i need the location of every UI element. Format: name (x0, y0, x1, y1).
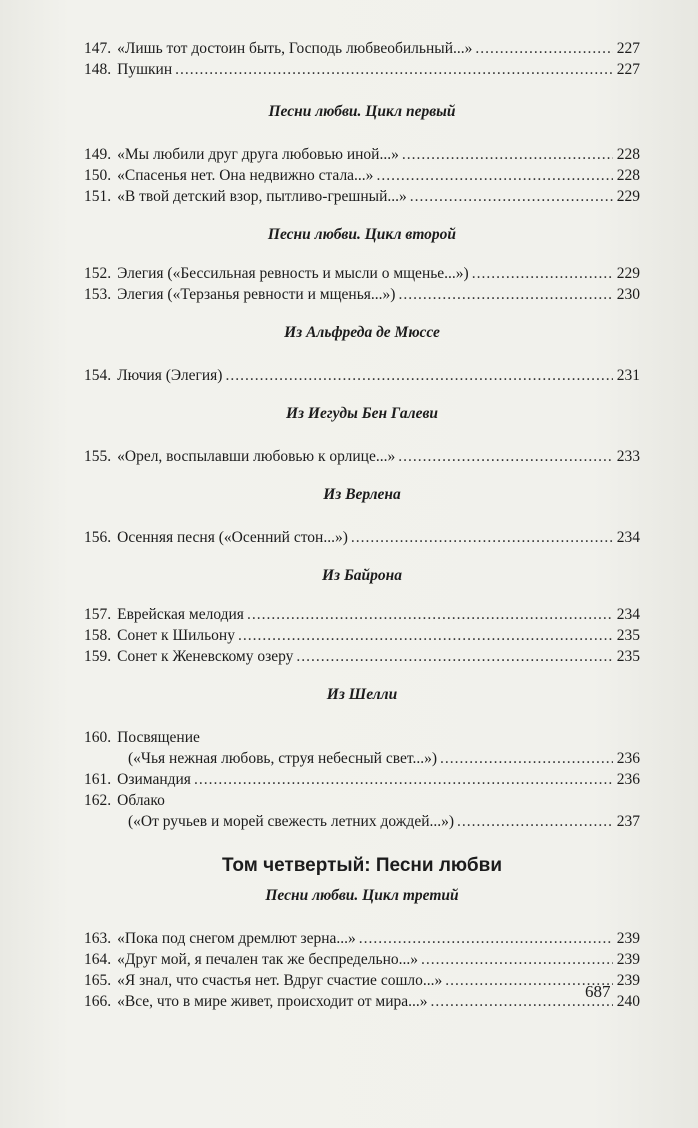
toc-entry (84, 625, 640, 646)
leader-dots (238, 625, 613, 646)
volume-heading: Том четвертый: Песни любви (221, 855, 503, 876)
entry-number: 154. (84, 367, 112, 384)
leader-dots (175, 59, 613, 80)
leader-dots (402, 144, 613, 165)
leader-dots (359, 928, 613, 949)
entry-page: 234 (616, 606, 640, 623)
entry-title: «Лишь тот достоин быть, Господь любвеобильный...» (117, 40, 473, 57)
entry-number: 149. (84, 146, 112, 163)
entry-number: 165. (84, 972, 112, 989)
entry-page: 236 (616, 771, 640, 788)
entry-number: 161. (84, 771, 112, 788)
entry-number: 148. (84, 61, 112, 78)
entry-page: 239 (616, 930, 640, 947)
toc-entry (84, 263, 640, 284)
entry-title: «Все, что в мире живет, происходит от мира...» (117, 993, 428, 1010)
entry-page: 228 (616, 167, 640, 184)
leader-dots (376, 165, 613, 186)
toc-entry (84, 284, 640, 305)
entry-number: 164. (84, 951, 112, 968)
entry-page: 239 (616, 972, 640, 989)
entry-page: 237 (616, 813, 640, 830)
entry-number: 152. (84, 265, 112, 282)
table-of-contents (84, 38, 640, 1012)
entry-number: 157. (84, 606, 112, 623)
entry-title: «Пока под снегом дремлют зерна...» (117, 930, 356, 947)
entry-page: 235 (616, 648, 640, 665)
toc-entry-continuation (84, 811, 640, 832)
entry-title: Осенняя песня («Осенний стон...») (117, 529, 348, 546)
leader-dots (398, 284, 613, 305)
toc-entry (84, 144, 640, 165)
entry-page: 230 (616, 286, 640, 303)
section-heading: Песни любви. Цикл второй (267, 226, 457, 243)
entry-title: Пушкин (117, 61, 173, 78)
entry-number: 156. (84, 529, 112, 546)
entry-page: 229 (616, 188, 640, 205)
toc-entry (84, 790, 640, 811)
entry-page: 240 (616, 993, 640, 1010)
toc-entry (84, 165, 640, 186)
entry-title: Элегия («Бессильная ревность и мысли о мщенье...») (117, 265, 469, 282)
entry-page: 235 (616, 627, 640, 644)
leader-dots (457, 811, 613, 832)
entry-page: 239 (616, 951, 640, 968)
toc-entry (84, 991, 640, 1012)
leader-dots (296, 646, 613, 667)
entry-page: 227 (616, 61, 640, 78)
entry-title: Сонет к Женевскому озеру (117, 648, 294, 665)
entry-number: 163. (84, 930, 112, 947)
entry-page: 229 (616, 265, 640, 282)
entry-number: 166. (84, 993, 112, 1010)
entry-title: Еврейская мелодия (117, 606, 244, 623)
entry-title: Лючия (Элегия) (117, 367, 223, 384)
entry-page: 234 (616, 529, 640, 546)
section-heading: Из Иегуды Бен Галеви (285, 405, 439, 422)
entry-page: 227 (616, 40, 640, 57)
toc-entry (84, 769, 640, 790)
entry-page: 228 (616, 146, 640, 163)
leader-dots (410, 186, 613, 207)
entry-number: 162. (84, 792, 112, 809)
section-heading: Из Верлена (323, 486, 401, 503)
section-heading: Из Шелли (326, 686, 398, 703)
entry-page: 231 (616, 367, 640, 384)
entry-number: 153. (84, 286, 112, 303)
leader-dots (398, 446, 613, 467)
entry-title: Посвящение (117, 729, 200, 746)
toc-entry (84, 727, 640, 748)
section-heading: Песни любви. Цикл первый (268, 103, 456, 120)
entry-title: «Орел, воспылавши любовью к орлице...» (117, 448, 396, 465)
entry-title: «Друг мой, я печален так же беспредельно...» (117, 951, 419, 968)
page-number: 687 (585, 982, 611, 1001)
entry-title: Озимандия (117, 771, 191, 788)
toc-entry (84, 365, 640, 386)
entry-title: «В твой детский взор, пытливо-грешный...» (117, 188, 407, 205)
section-heading: Из Байрона (321, 567, 403, 584)
toc-entry (84, 949, 640, 970)
entry-number: 151. (84, 188, 112, 205)
entry-page: 233 (616, 448, 640, 465)
entry-number: 147. (84, 40, 112, 57)
toc-entry-continuation (84, 748, 640, 769)
entry-title: («Чья нежная любовь, струя небесный свет...») (128, 750, 437, 767)
toc-entry (84, 646, 640, 667)
entry-title: «Спасенья нет. Она недвижно стала...» (117, 167, 374, 184)
leader-dots (475, 38, 613, 59)
leader-dots (440, 748, 613, 769)
entry-title: «Я знал, что счастья нет. Вдруг счастие сошло...» (117, 972, 443, 989)
entry-number: 150. (84, 167, 112, 184)
leader-dots (421, 949, 613, 970)
entry-title: («От ручьев и морей свежесть летних дождей...») (128, 813, 455, 830)
leader-dots (472, 263, 613, 284)
entry-title: Элегия («Терзанья ревности и мщенья...») (117, 286, 396, 303)
section-heading: Из Альфреда де Мюссе (284, 324, 440, 341)
entry-number: 155. (84, 448, 112, 465)
entry-number: 160. (84, 729, 112, 746)
toc-entry (84, 446, 640, 467)
entry-number: 158. (84, 627, 112, 644)
leader-dots (225, 365, 613, 386)
leader-dots (247, 604, 613, 625)
entry-number: 159. (84, 648, 112, 665)
toc-entry (84, 970, 640, 991)
entry-title: Сонет к Шильону (117, 627, 235, 644)
toc-entry (84, 527, 640, 548)
toc-entry (84, 604, 640, 625)
leader-dots (351, 527, 613, 548)
toc-entry (84, 186, 640, 207)
entry-title: Облако (117, 792, 165, 809)
leader-dots (194, 769, 613, 790)
entry-page: 236 (616, 750, 640, 767)
section-heading: Песни любви. Цикл третий (265, 887, 459, 904)
toc-entry (84, 928, 640, 949)
toc-entry (84, 38, 640, 59)
entry-title: «Мы любили друг друга любовью иной...» (117, 146, 399, 163)
toc-entry (84, 59, 640, 80)
